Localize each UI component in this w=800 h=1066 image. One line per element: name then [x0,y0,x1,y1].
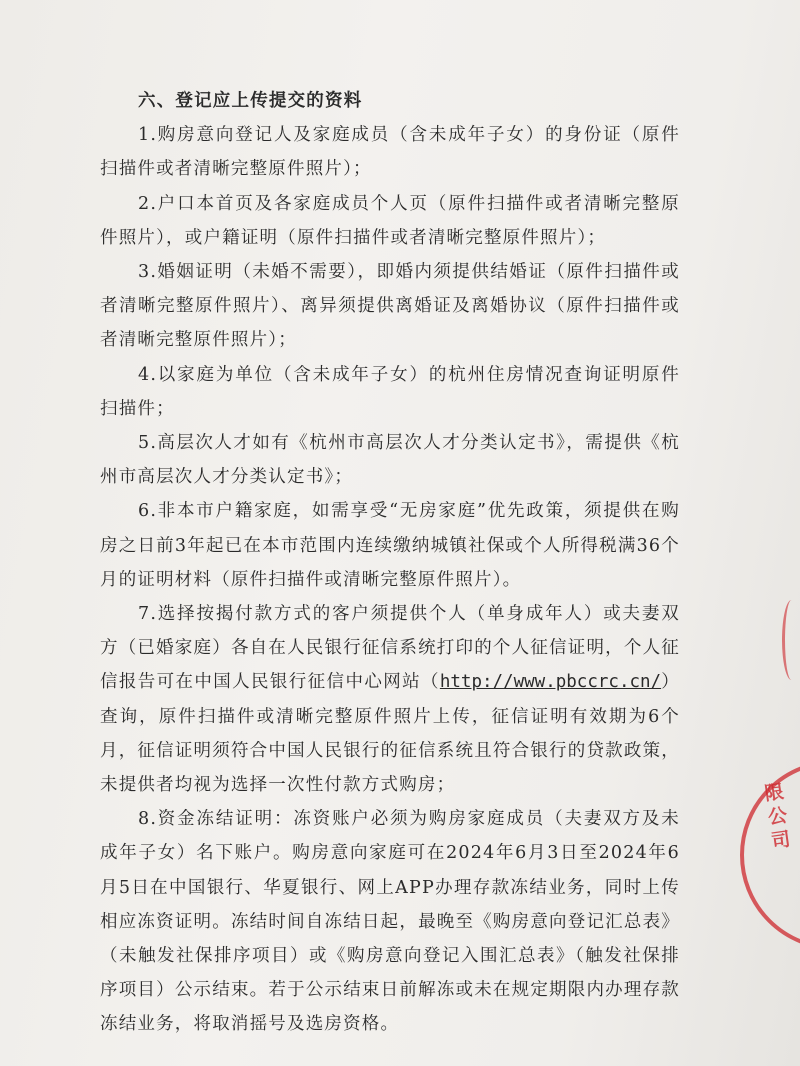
section-heading: 六、登记应上传提交的资料 [138,91,363,111]
list-item-6: 6.非本市户籍家庭，如需享受“无房家庭”优先政策，须提供在购房之日前3年起已在本市范围内连续缴纳城镇社保或个人所得税满36个月的证明材料（原件扫描件或清晰完整原件照片）。 [100,501,680,590]
list-item-4: 4.以家庭为单位（含未成年子女）的杭州住房情况查询证明原件扫描件； [100,364,680,419]
item7-text-after: ）查询，原件扫描件或清晰完整原件照片上传，征信证明有效期为6个月，征信证明须符合中国人民银行的征信系统且符合银行的贷款政策，未提供者均视为选择一次性付款方式购房； [100,672,680,796]
credit-center-link[interactable]: http://www.pbccrc.cn/ [439,672,662,693]
list-item-2: 2.户口本首页及各家庭成员个人页（原件扫描件或者清晰完整原件照片），或户籍证明（原件扫描件或者清晰完整原件照片）； [100,193,680,248]
list-item-3: 3.婚姻证明（未婚不需要），即婚内须提供结婚证（原件扫描件或者清晰完整原件照片）、离异须提供离婚证及离婚协议（原件扫描件或者清晰完整原件照片）； [100,262,680,351]
company-seal-text: 限公司 [763,780,792,853]
document-body [100,84,680,1042]
list-item-7 [100,597,680,802]
item7-text-before: 7.选择按揭付款方式的客户须提供个人（单身成年人）或夫妻双方（已婚家庭）各自在人民银行征信系统打印的个人征信证明，个人征信报告可在中国人民银行征信中心网站（ [100,604,680,693]
list-item-5: 5.高层次人才如有《杭州市高层次人才分类认定书》，需提供《杭州市高层次人才分类认定书》； [100,433,680,488]
list-item-1: 1.购房意向登记人及家庭成员（含未成年子女）的身份证（原件扫描件或者清晰完整原件照片）； [100,125,680,180]
seal-edge-mark [782,600,800,680]
list-item-8: 8.资金冻结证明：冻资账户必须为购房家庭成员（夫妻双方及未成年子女）名下账户。购房意向家庭可在2024年6月3日至2024年6月5日在中国银行、华夏银行、网上APP办理存款冻结业务，同时上传相应冻资证明。冻结时间自冻结日起，最晚至《购房意向登记汇总表》（未触发社保排序项目）或《购房意向登记入围汇总表》（触发社保排序项目）公示结束。若于公示结束日前解冻或未在规定期限内办理存款冻结业务，将取消摇号及选房资格。 [100,809,680,1035]
